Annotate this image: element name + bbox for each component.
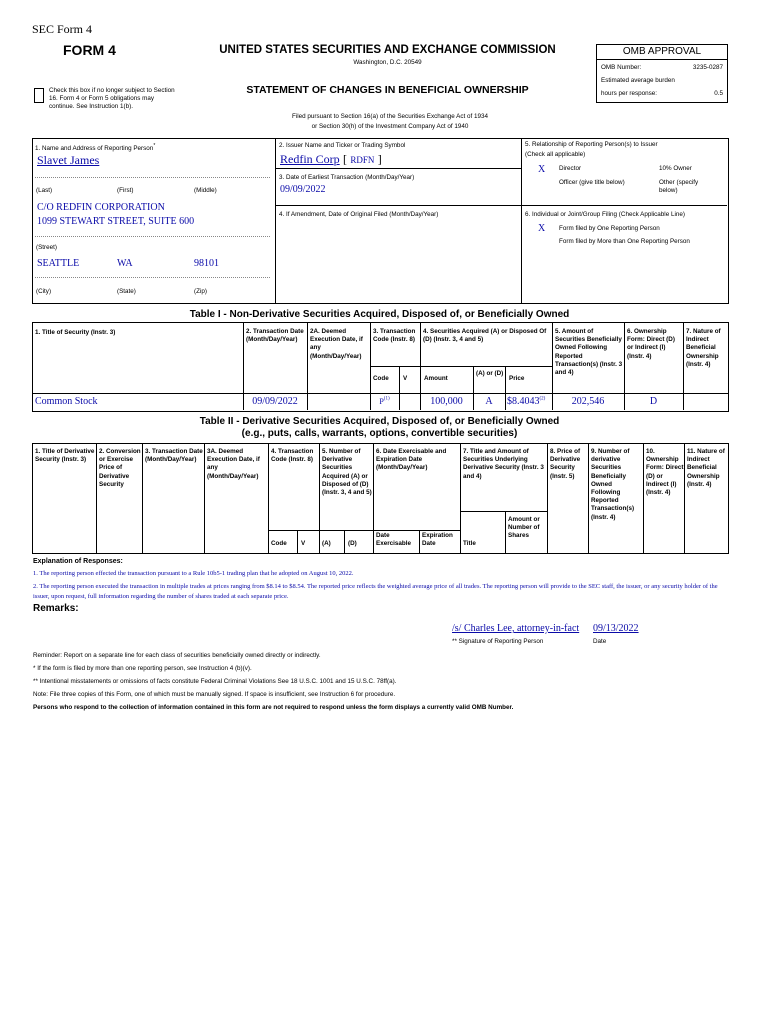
reporting-person-name: Slavet James (37, 153, 100, 167)
table2-title: Table II - Derivative Securities Acquired, Disposed of, or Beneficially Owned (199, 416, 560, 427)
t2-h2: 2. Conversion or Exercise Price of Derivative Security (99, 448, 141, 488)
footnote-2: 2. The reporting person executed the transaction in multiple trades at prices ranging from $8.14 to $8.54. The reported price reflects the weighted average price of all trades. The reporting person will provide to the SEC staff, the issuer, or any security holder of the issuer, upon request, full information regarding the number of shares traded at each separate price. (33, 583, 718, 600)
agency-location: Washington, D.C. 20549 (353, 59, 422, 66)
state-label: (State) (117, 288, 136, 295)
t2-h10: 10. Ownership Form: Direct (D) or Indirect (I) (Instr. 4) (646, 448, 684, 497)
t1-h6: 6. Ownership Form: Direct (D) or Indirect (I) (Instr. 4) (627, 328, 675, 360)
signature-label: ** Signature of Reporting Person (452, 638, 544, 645)
t1-price: $8.4043$^{(2)}$ (507, 396, 546, 407)
box1-label: 1. Name and Address of Reporting Person* (35, 143, 156, 153)
zip-value: 98101 (194, 258, 219, 269)
more-persons-label: Form filed by More than One Reporting Person (559, 238, 690, 245)
ten-pct-owner-label: 10% Owner (659, 165, 692, 172)
issuer-name: Redfin Corp (280, 152, 340, 166)
file-copies-note: Note: File three copies of this Form, one of which must be manually signed. If space is insufficient, see Instruction 6 for procedure. (33, 691, 396, 698)
t1-h1: 1. Title of Security (Instr. 3) (35, 329, 116, 336)
t1-h2a: 2A. Deemed Execution Date, if any (Month/Day/Year) (310, 328, 363, 360)
t2-sub-title: Title (463, 540, 476, 547)
remarks-label: Remarks: (33, 603, 79, 614)
officer-label: Officer (give title below) (559, 179, 625, 186)
omb-hours-label: hours per response: (601, 90, 658, 97)
t2-sub-expiration: Expiration Date (422, 532, 453, 548)
document-title: SEC Form 4 (32, 22, 93, 36)
t2-h6: 6. Date Exercisable and Expiration Date (Month/Day/Year) (376, 448, 447, 472)
t2-sub-v: V (301, 540, 306, 547)
t2-sub-a: (A) (322, 540, 331, 547)
box5-sub: (Check all applicable) (525, 151, 586, 158)
t2-sub-amount: Amount or Number of Shares (508, 516, 540, 540)
one-person-label: Form filed by One Reporting Person (559, 225, 660, 232)
t2-h5: 5. Number of Derivative Securities Acquired (A) or Disposed of (D) (Instr. 3, 4 and 5) (322, 448, 372, 497)
t2-sub-d: (D) (348, 540, 357, 547)
omb-hours-value: 0.5 (714, 90, 723, 97)
omb-approval-box (596, 44, 728, 103)
t1-h3: 3. Transaction Code (Instr. 8) (373, 328, 416, 344)
explanation-heading: Explanation of Responses: (33, 558, 123, 565)
director-label: Director (559, 165, 582, 172)
t1-security-title: Common Stock (35, 396, 98, 407)
t2-h7: 7. Title and Amount of Securities Underlying Derivative Security (Instr. 3 and 4) (463, 448, 544, 480)
t1-sub-price: Price (509, 375, 525, 382)
t1-transaction-code: $P^{(1)}$ (379, 396, 390, 406)
city-value: SEATTLE (37, 258, 80, 269)
first-label: (First) (117, 187, 134, 194)
box3-label: 3. Date of Earliest Transaction (Month/Day/Year) (279, 174, 415, 181)
t2-sub-code: Code (271, 540, 287, 547)
section16-checkbox[interactable] (34, 88, 44, 103)
statement-title: STATEMENT OF CHANGES IN BENEFICIAL OWNERSHIP (246, 84, 529, 96)
state-value: WA (117, 258, 133, 269)
filed-pursuant-line1: Filed pursuant to Section 16(a) of the Securities Exchange Act of 1934 (291, 113, 489, 120)
form-name: FORM 4 (63, 42, 116, 58)
issuer-name-ticker: Redfin Corp [ RDFN ] (280, 152, 382, 166)
t2-h11: 11. Nature of Indirect Beneficial Ownership (Instr. 4) (687, 448, 725, 488)
omb-number-value: 3235-0287 (692, 64, 723, 71)
double-star-note: ** Intentional misstatements or omissions of facts constitute Federal Criminal Violations See 18 U.S.C. 1001 and 15 U.S.C. 78ff(a). (33, 678, 397, 685)
t1-transaction-date: 09/09/2022 (252, 396, 298, 407)
t1-h7: 7. Nature of Indirect Beneficial Ownership (Instr. 4) (686, 328, 721, 368)
t1-sub-amount: Amount (424, 375, 448, 382)
box2-label: 2. Issuer Name and Ticker or Trading Symbol (279, 142, 406, 149)
signature-name: /s/ Charles Lee, attorney-in-fact (452, 623, 580, 634)
agency-name: UNITED STATES SECURITIES AND EXCHANGE COMMISSION (219, 44, 556, 56)
t1-sub-code: Code (373, 375, 389, 382)
t2-h1: 1. Title of Derivative Security (Instr. 3) (35, 448, 95, 464)
table2-subtitle: (e.g., puts, calls, warrants, options, convertible securities) (241, 428, 518, 439)
omb-persons-note: Persons who respond to the collection of information contained in this form are not required to respond unless the form displays a currently valid OMB Number. (33, 704, 514, 711)
reminder-note: Reminder: Report on a separate line for each class of securities beneficially owned directly or indirectly. (33, 652, 321, 659)
footnote-1: 1. The reporting person effected the transaction pursuant to a Rule 10b5-1 trading plan that he adopted on August 10, 2022. (33, 570, 354, 577)
t2-h4: 4. Transaction Code (Instr. 8) (271, 448, 314, 464)
earliest-transaction-date: 09/09/2022 (280, 184, 326, 195)
box5-label: 5. Relationship of Reporting Person(s) to Issuer (525, 141, 658, 148)
date-label: Date (593, 638, 607, 645)
middle-label: (Middle) (194, 187, 217, 194)
t2-h3: 3. Transaction Date (Month/Day/Year) (145, 448, 203, 464)
omb-number-label: OMB Number: (601, 64, 642, 71)
address-line2: 1099 STEWART STREET, SUITE 600 (37, 216, 195, 227)
t2-sub-exercisable: Date Exercisable (376, 532, 412, 548)
last-label: (Last) (36, 187, 53, 194)
table1-title: Table I - Non-Derivative Securities Acquired, Disposed of, or Beneficially Owned (189, 309, 570, 320)
filed-pursuant-line2: or Section 30(h) of the Investment Company Act of 1940 (311, 123, 469, 130)
t1-h5: 5. Amount of Securities Beneficially Owned Following Reported Transaction(s) (Instr. 3 and 4) (555, 328, 623, 377)
t2-h8: 8. Price of Derivative Security (Instr. 5) (550, 448, 581, 480)
signature-date: 09/13/2022 (593, 623, 639, 634)
director-mark[interactable]: X (538, 164, 546, 175)
star-note: * If the form is filed by more than one reporting person, see Instruction 4 (b)(v). (33, 665, 252, 672)
t1-sub-v: V (403, 375, 408, 382)
city-label: (City) (36, 288, 52, 295)
t2-h9: 9. Number of derivative Securities Beneficially Owned Following Reported Transaction(s) (Instr. 4) (591, 448, 635, 521)
t1-ownership-form: D (649, 396, 658, 407)
one-person-mark[interactable]: X (538, 223, 546, 234)
t1-a-or-d: A (485, 396, 493, 407)
address-line1: C/O REDFIN CORPORATION (37, 202, 165, 213)
checkbox-instruction: Check this box if no longer subject to Section 16. Form 4 or Form 5 obligations may continue. See Instruction 1(b). (49, 87, 175, 111)
ticker-symbol: RDFN (350, 155, 375, 165)
t1-owned-following: 202,546 (571, 396, 605, 407)
box6-label: 6. Individual or Joint/Group Filing (Check Applicable Line) (525, 211, 685, 218)
t1-h4: 4. Securities Acquired (A) or Disposed Of (D) (Instr. 3, 4 and 5) (423, 328, 547, 344)
omb-burden-label: Estimated average burden (601, 77, 675, 84)
box4-label: 4. If Amendment, Date of Original Filed (Month/Day/Year) (279, 211, 439, 218)
other-label: Other (specify below) (659, 179, 699, 195)
zip-label: (Zip) (194, 288, 207, 295)
omb-title: OMB APPROVAL (622, 46, 702, 57)
t1-amount: 100,000 (430, 396, 463, 407)
t1-sub-aord: (A) or (D) (476, 370, 504, 377)
t1-h2: 2. Transaction Date (Month/Day/Year) (246, 328, 304, 344)
street-label: (Street) (36, 244, 57, 251)
t2-h3a: 3A. Deemed Execution Date, if any (Month/Day/Year) (207, 448, 260, 480)
